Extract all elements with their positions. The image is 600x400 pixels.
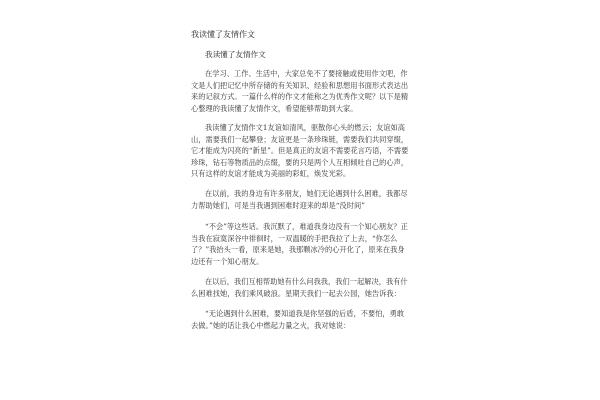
paragraph-friendship: 我读懂了友情作文1友谊如清风，驱散你心头的燃云；友谊如高山，需要我们一起攀登；友谊更是一条珍珠链，需要我们共同穿缀，它才能成为闪亮的“新星”。但是真正的友谊不需要花言巧语，不需要珍珠，钻石等物质品的点缀，要的只是两个人互相倾吐自己的心声，只有这样的友谊才能成为美丽的彩虹，焕发光彩。 xyxy=(191,123,409,179)
paragraph-quote: “无论遇到什么困难，要知道我是你坚强的后盾，不要怕，勇敢去做。”她的话让我心中燃起力量之火，我对她说： xyxy=(191,309,405,330)
paragraph-intro: 在学习、工作、生活中，大家总免不了要接触或使用作文吧，作文是人们把记忆中所存储的有关知识、经验和思想用书面形式表达出来的记叙方式。一篇什么样的作文才能称之为优秀作文呢？以下是精心整理的我读懂了友情作文，希望能够帮助到大家。 xyxy=(191,69,409,113)
document-title: 我读懂了友情作文 xyxy=(191,30,255,39)
paragraph-later: 在以后，我们互相帮助她有什么问我我，我们一起解决，我有什么困难找她，我们乘风破浪。星期天我们一起去公园，她告诉我： xyxy=(191,277,408,298)
paragraph-past: 在以前，我的身边有许多朋友，她们无论遇到什么困难，我都尽力帮助她们，可是当我遇到困难时迎来的却是“没时间” xyxy=(191,189,408,210)
article-heading: 我读懂了友情作文 xyxy=(205,50,266,59)
paragraph-silence: “不会”等这些话。我沉默了，难道我身边没有一个知心朋友？正当我在寂寞深谷中徘徊时，一双温暖的手把我拉了上去，“你怎么了？”我抬头一看，原来是她，我那颗冰冷的心开化了，原来在我身边还有一个知心朋友。 xyxy=(191,222,408,266)
